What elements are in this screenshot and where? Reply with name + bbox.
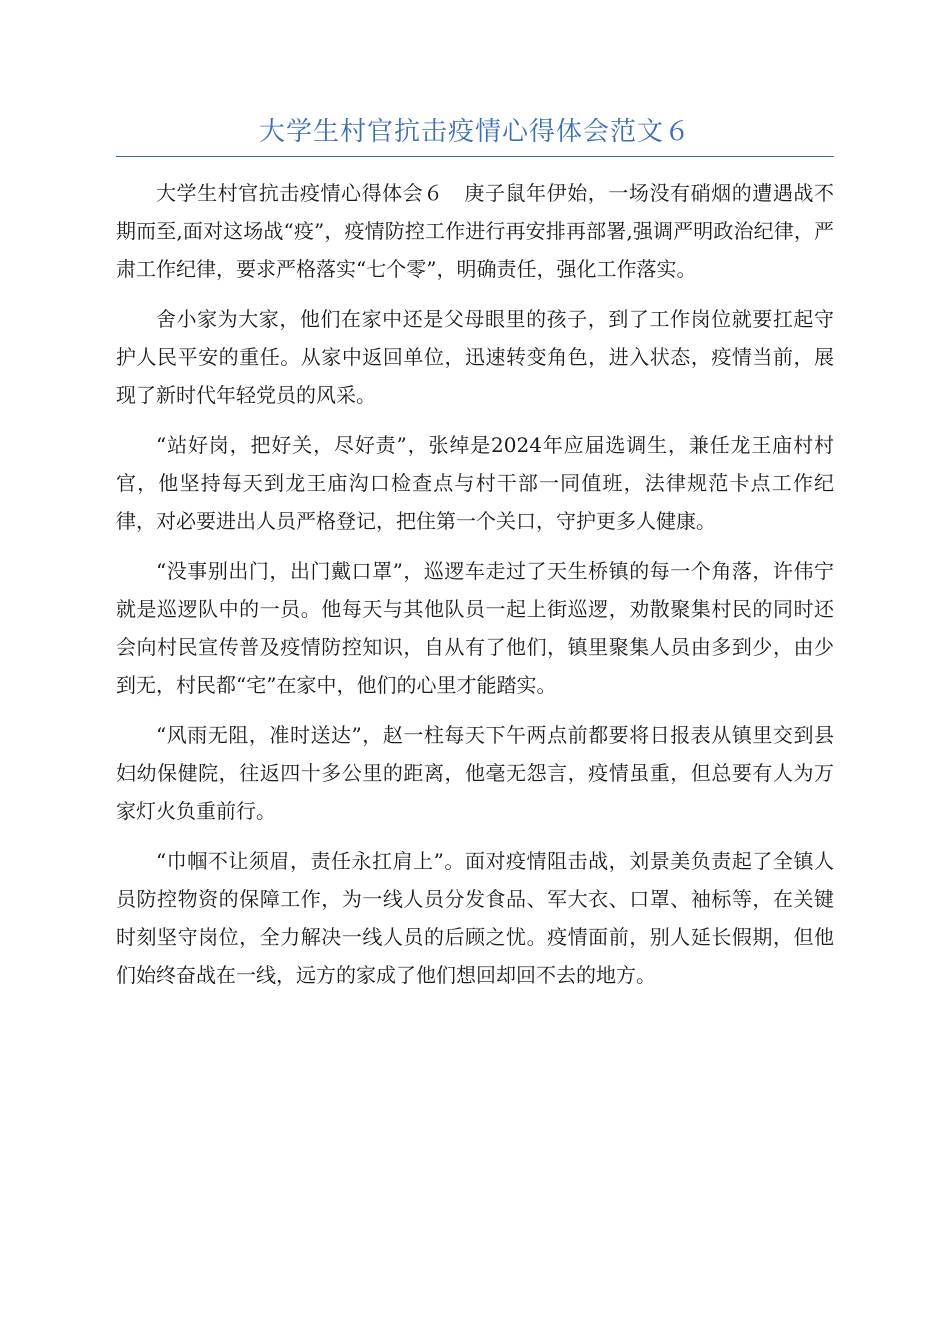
body-paragraph-5: “风雨无阻，准时送达”，赵一柱每天下午两点前都要将日报表从镇里交到县妇幼保健院，往返四十多公里的距离，他毫无怨言，疫情虽重，但总要有人为万家灯火负重前行。 — [116, 723, 834, 823]
body-paragraph-2: 舍小家为大家，他们在家中还是父母眼里的孩子，到了工作岗位就要扛起守护人民平安的重任。从家中返回单位，迅速转变角色，进入状态，疫情当前，展现了新时代年轻党员的风采。 — [116, 307, 834, 407]
body-paragraph-6: “巾帼不让须眉，责任永扛肩上”。面对疫情阻击战，刘景美负责起了全镇人员防控物资的保障工作，为一线人员分发食品、军大衣、口罩、袖标等，在关键时刻坚守岗位，全力解决一线人员的后顾之忧。疫情面前，别人延长假期，但他们始终奋战在一线，远方的家成了他们想回却回不去的地方。 — [116, 849, 834, 987]
document-title: 大学生村官抗击疫情心得体会范文６ — [258, 117, 691, 147]
body-paragraph-3: “站好岗，把好关，尽好责”，张绰是2024年应届选调生，兼任龙王庙村村官，他坚持每天到龙王庙沟口检查点与村干部一同值班，法律规范卡点工作纪律，对必要进出人员严格登记，把住第一个关口，守护更多人健康。 — [116, 433, 834, 533]
body-paragraph-1: 大学生村官抗击疫情心得体会６ 庚子鼠年伊始，一场没有硝烟的遭遇战不期而至,面对这场战“疫”，疫情防控工作进行再安排再部署,强调严明政治纪律，严肃工作纪律，要求严格落实“七个零”，明确责任，强化工作落实。 — [116, 181, 834, 281]
body-paragraph-4: “没事别出门，出门戴口罩”，巡逻车走过了天生桥镇的每一个角落，许伟宁就是巡逻队中的一员。他每天与其他队员一起上街巡逻，劝散聚集村民的同时还会向村民宣传普及疫情防控知识，自从有了他们，镇里聚集人员由多到少，由少到无，村民都“宅”在家中，他们的心里才能踏实。 — [116, 559, 834, 697]
title-underline-rule — [116, 156, 834, 157]
document-body — [116, 174, 834, 1006]
